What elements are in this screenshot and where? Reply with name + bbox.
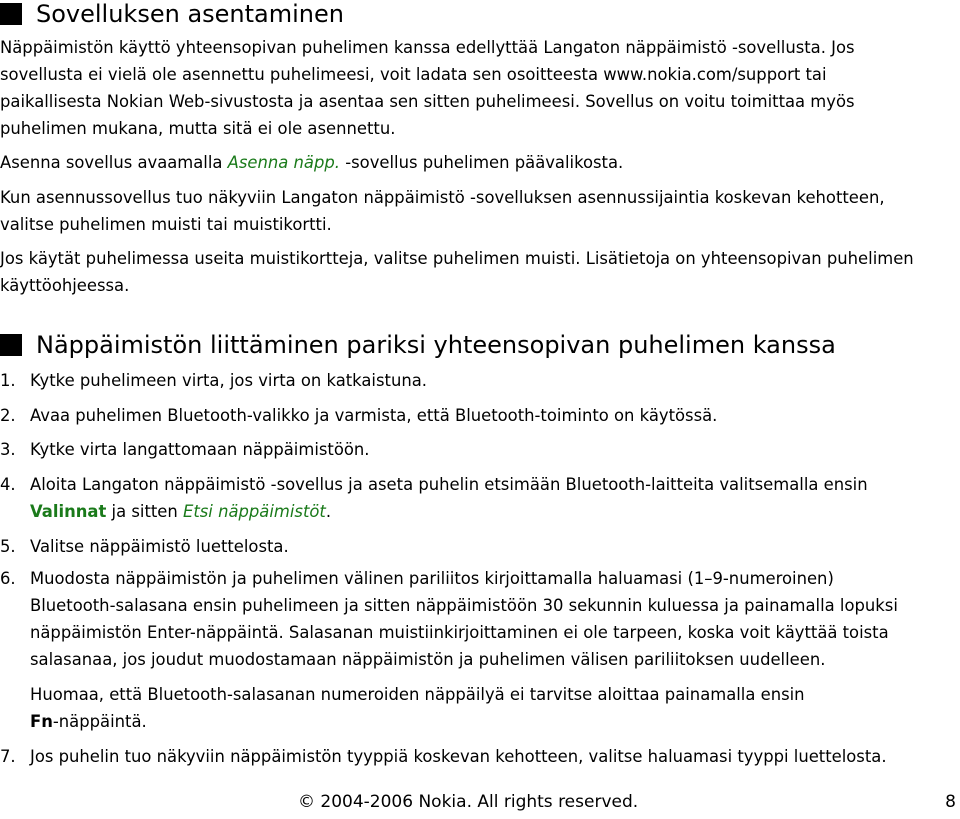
section-heading-pairing xyxy=(0,331,836,359)
install-instruction-paragraph xyxy=(0,149,945,176)
menu-item-reference: Asenna näpp. xyxy=(227,153,340,172)
section-heading-installing xyxy=(0,0,344,28)
list-number: 4. xyxy=(0,475,16,494)
heading-bullet-square xyxy=(0,334,22,356)
list-number: 5. xyxy=(0,537,16,556)
paragraph-line: sovellusta ei vielä ole asennettu puhelimeesi, voit ladata sen osoitteesta www.nokia.com/support tai xyxy=(0,65,827,84)
paragraph-line: Näppäimistön käyttö yhteensopivan puhelimen kanssa edellyttää Langaton näppäimistö -sovellusta. Jos xyxy=(0,38,855,57)
paragraph-text: -sovellus puhelimen päävalikosta. xyxy=(340,153,624,172)
paragraph-line: valitse puhelimen muisti tai muistikortti. xyxy=(0,215,332,234)
heading-text: Sovelluksen asentaminen xyxy=(36,0,344,28)
paragraph-line: Jos käytät puhelimessa useita muistikortteja, valitse puhelimen muisti. Lisätietoja on yhteensopivan puhelimen xyxy=(0,249,914,268)
key-reference: Fn xyxy=(30,712,53,731)
intro-paragraph xyxy=(0,34,945,142)
list-line: salasanaa, jos joudut muodostamaan näppäimistön ja puhelimen välisen pariliitoksen uudelleen. xyxy=(30,650,826,669)
list-line xyxy=(30,498,868,525)
note-line xyxy=(30,708,805,735)
list-line-text: ja sitten xyxy=(106,502,183,521)
heading-bullet-square xyxy=(0,3,22,25)
list-number: 3. xyxy=(0,440,16,459)
heading-text: Näppäimistön liittäminen pariksi yhteensopivan puhelimen kanssa xyxy=(36,331,836,359)
menu-item-reference: Etsi näppäimistöt xyxy=(182,502,326,521)
page-number: 8 xyxy=(945,792,956,812)
list-text: Avaa puhelimen Bluetooth-valikko ja varmista, että Bluetooth-toiminto on käytössä. xyxy=(30,406,718,425)
copyright-notice: © 2004-2006 Nokia. All rights reserved. xyxy=(298,792,639,812)
list-text xyxy=(30,565,898,673)
list-line: näppäimistön Enter-näppäintä. Salasanan muistiinkirjoittaminen ei ole tarpeen, koska voit käyttää toista xyxy=(30,623,889,642)
list-number: 6. xyxy=(0,569,16,588)
paragraph-line: puhelimen mukana, mutta sitä ei ole asennettu. xyxy=(0,119,396,138)
page-footer xyxy=(0,792,960,816)
note-line-text: -näppäintä. xyxy=(52,712,147,731)
menu-option-reference: Valinnat xyxy=(30,502,107,521)
location-prompt-paragraph xyxy=(0,184,945,238)
list-number: 7. xyxy=(0,747,16,766)
list-text: Kytke puhelimeen virta, jos virta on katkaistuna. xyxy=(30,371,427,390)
list-number: 1. xyxy=(0,371,16,390)
list-line-text: . xyxy=(325,502,332,521)
memory-card-paragraph xyxy=(0,245,945,299)
list-text: Jos puhelin tuo näkyviin näppäimistön tyyppiä koskevan kehotteen, valitse haluamasi tyyppi luettelosta. xyxy=(30,747,887,766)
list-line: Aloita Langaton näppäimistö -sovellus ja aseta puhelin etsimään Bluetooth-laitteita valitsemalla ensin xyxy=(30,475,868,494)
paragraph-text: Asenna sovellus avaamalla xyxy=(0,153,228,172)
paragraph-line: paikallisesta Nokian Web-sivustosta ja asentaa sen sitten puhelimeesi. Sovellus on voitu toimittaa myös xyxy=(0,92,855,111)
paragraph-line: käyttöohjeessa. xyxy=(0,276,130,295)
note-text xyxy=(30,681,805,735)
list-line: Bluetooth-salasana ensin puhelimeen ja sitten näppäimistöön 30 sekunnin kuluessa ja painamalla lopuksi xyxy=(30,596,898,615)
list-line: Muodosta näppäimistön ja puhelimen välinen pariliitos kirjoittamalla haluamasi (1–9-numeroinen) xyxy=(30,569,834,588)
list-text: Valitse näppäimistö luettelosta. xyxy=(30,537,289,556)
list-text xyxy=(30,471,868,525)
note-line: Huomaa, että Bluetooth-salasanan numeroiden näppäilyä ei tarvitse aloittaa painamalla ensin xyxy=(30,685,805,704)
paragraph-line: Kun asennussovellus tuo näkyviin Langaton näppäimistö -sovelluksen asennussijaintia koskevan kehotteen, xyxy=(0,188,885,207)
list-text: Kytke virta langattomaan näppäimistöön. xyxy=(30,440,370,459)
list-number: 2. xyxy=(0,406,16,425)
